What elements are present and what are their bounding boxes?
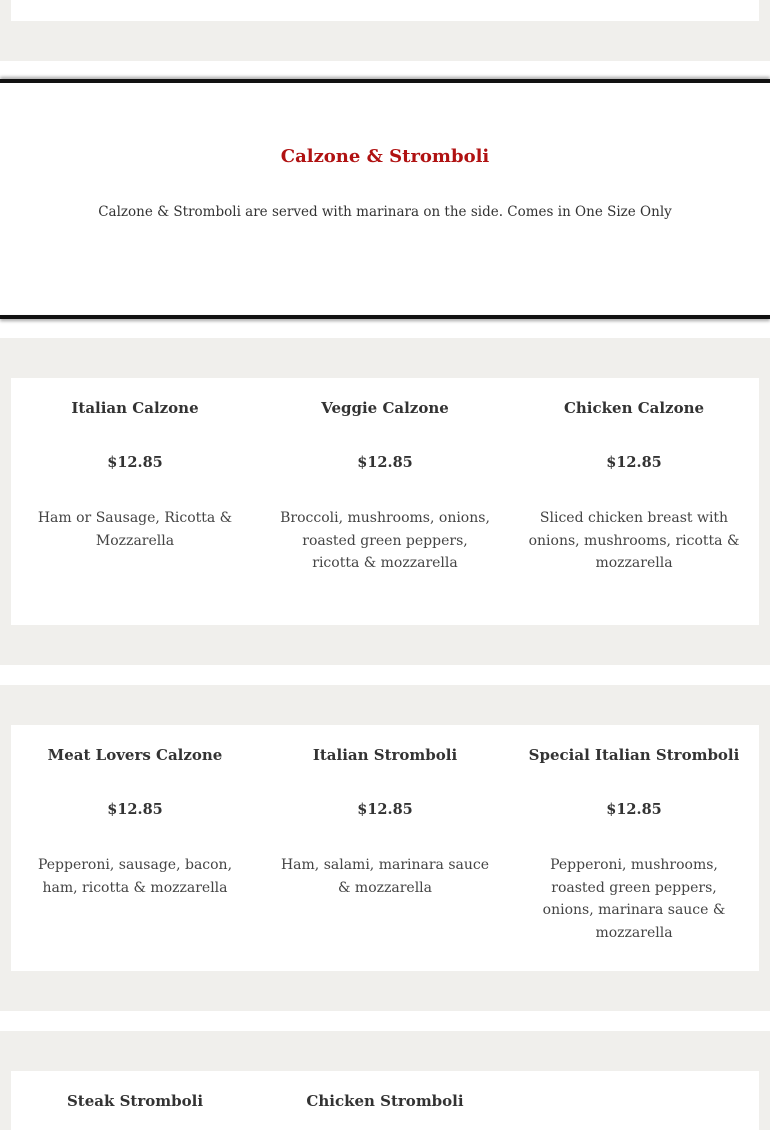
menu-item-price: $12.85 [606, 454, 662, 471]
menu-item[interactable] [270, 398, 500, 575]
menu-item[interactable] [519, 398, 749, 575]
menu-item-description: Broccoli, mushrooms, onions, roasted green peppers, ricotta & mozzarella [280, 510, 490, 571]
menu-item[interactable] [20, 1091, 250, 1111]
menu-item-price: $12.85 [357, 454, 413, 471]
menu-item-name: Meat Lovers Calzone [47, 746, 223, 764]
menu-item-description: Pepperoni, sausage, bacon, ham, ricotta & mozzarella [37, 857, 233, 896]
previous-card [11, 0, 759, 21]
menu-item-description: Ham, salami, marinara sauce & mozzarella [280, 857, 490, 896]
section-title: Calzone & Stromboli [280, 146, 490, 167]
menu-item-price: $12.85 [107, 801, 163, 818]
menu-item[interactable] [270, 745, 500, 899]
menu-row-bg [0, 1031, 770, 1130]
menu-item[interactable] [20, 398, 250, 552]
menu-item-name: Special Italian Stromboli [528, 746, 740, 764]
menu-item-name: Steak Stromboli [66, 1092, 204, 1110]
section-banner [0, 83, 770, 315]
menu-item[interactable] [20, 745, 250, 899]
menu-item-name: Italian Calzone [71, 399, 199, 417]
menu-item-description: Sliced chicken breast with onions, mushrooms, ricotta & mozzarella [528, 510, 740, 571]
divider-bottom [0, 315, 770, 319]
previous-section-bg [0, 0, 770, 61]
menu-item-price: $12.85 [357, 801, 413, 818]
menu-item-description: Pepperoni, mushrooms, roasted green peppers, onions, marinara sauce & mozzarella [542, 857, 726, 941]
menu-item-name: Italian Stromboli [312, 746, 458, 764]
section-description: Calzone & Stromboli are served with marinara on the side. Comes in One Size Only [98, 204, 672, 220]
menu-item-name: Veggie Calzone [321, 399, 449, 417]
menu-item-name: Chicken Stromboli [306, 1092, 464, 1110]
menu-item[interactable] [519, 745, 749, 944]
menu-item[interactable] [270, 1091, 500, 1111]
menu-item-price: $12.85 [107, 454, 163, 471]
menu-item-price: $12.85 [606, 801, 662, 818]
menu-item-name: Chicken Calzone [563, 399, 705, 417]
menu-item-description: Ham or Sausage, Ricotta & Mozzarella [37, 510, 233, 549]
